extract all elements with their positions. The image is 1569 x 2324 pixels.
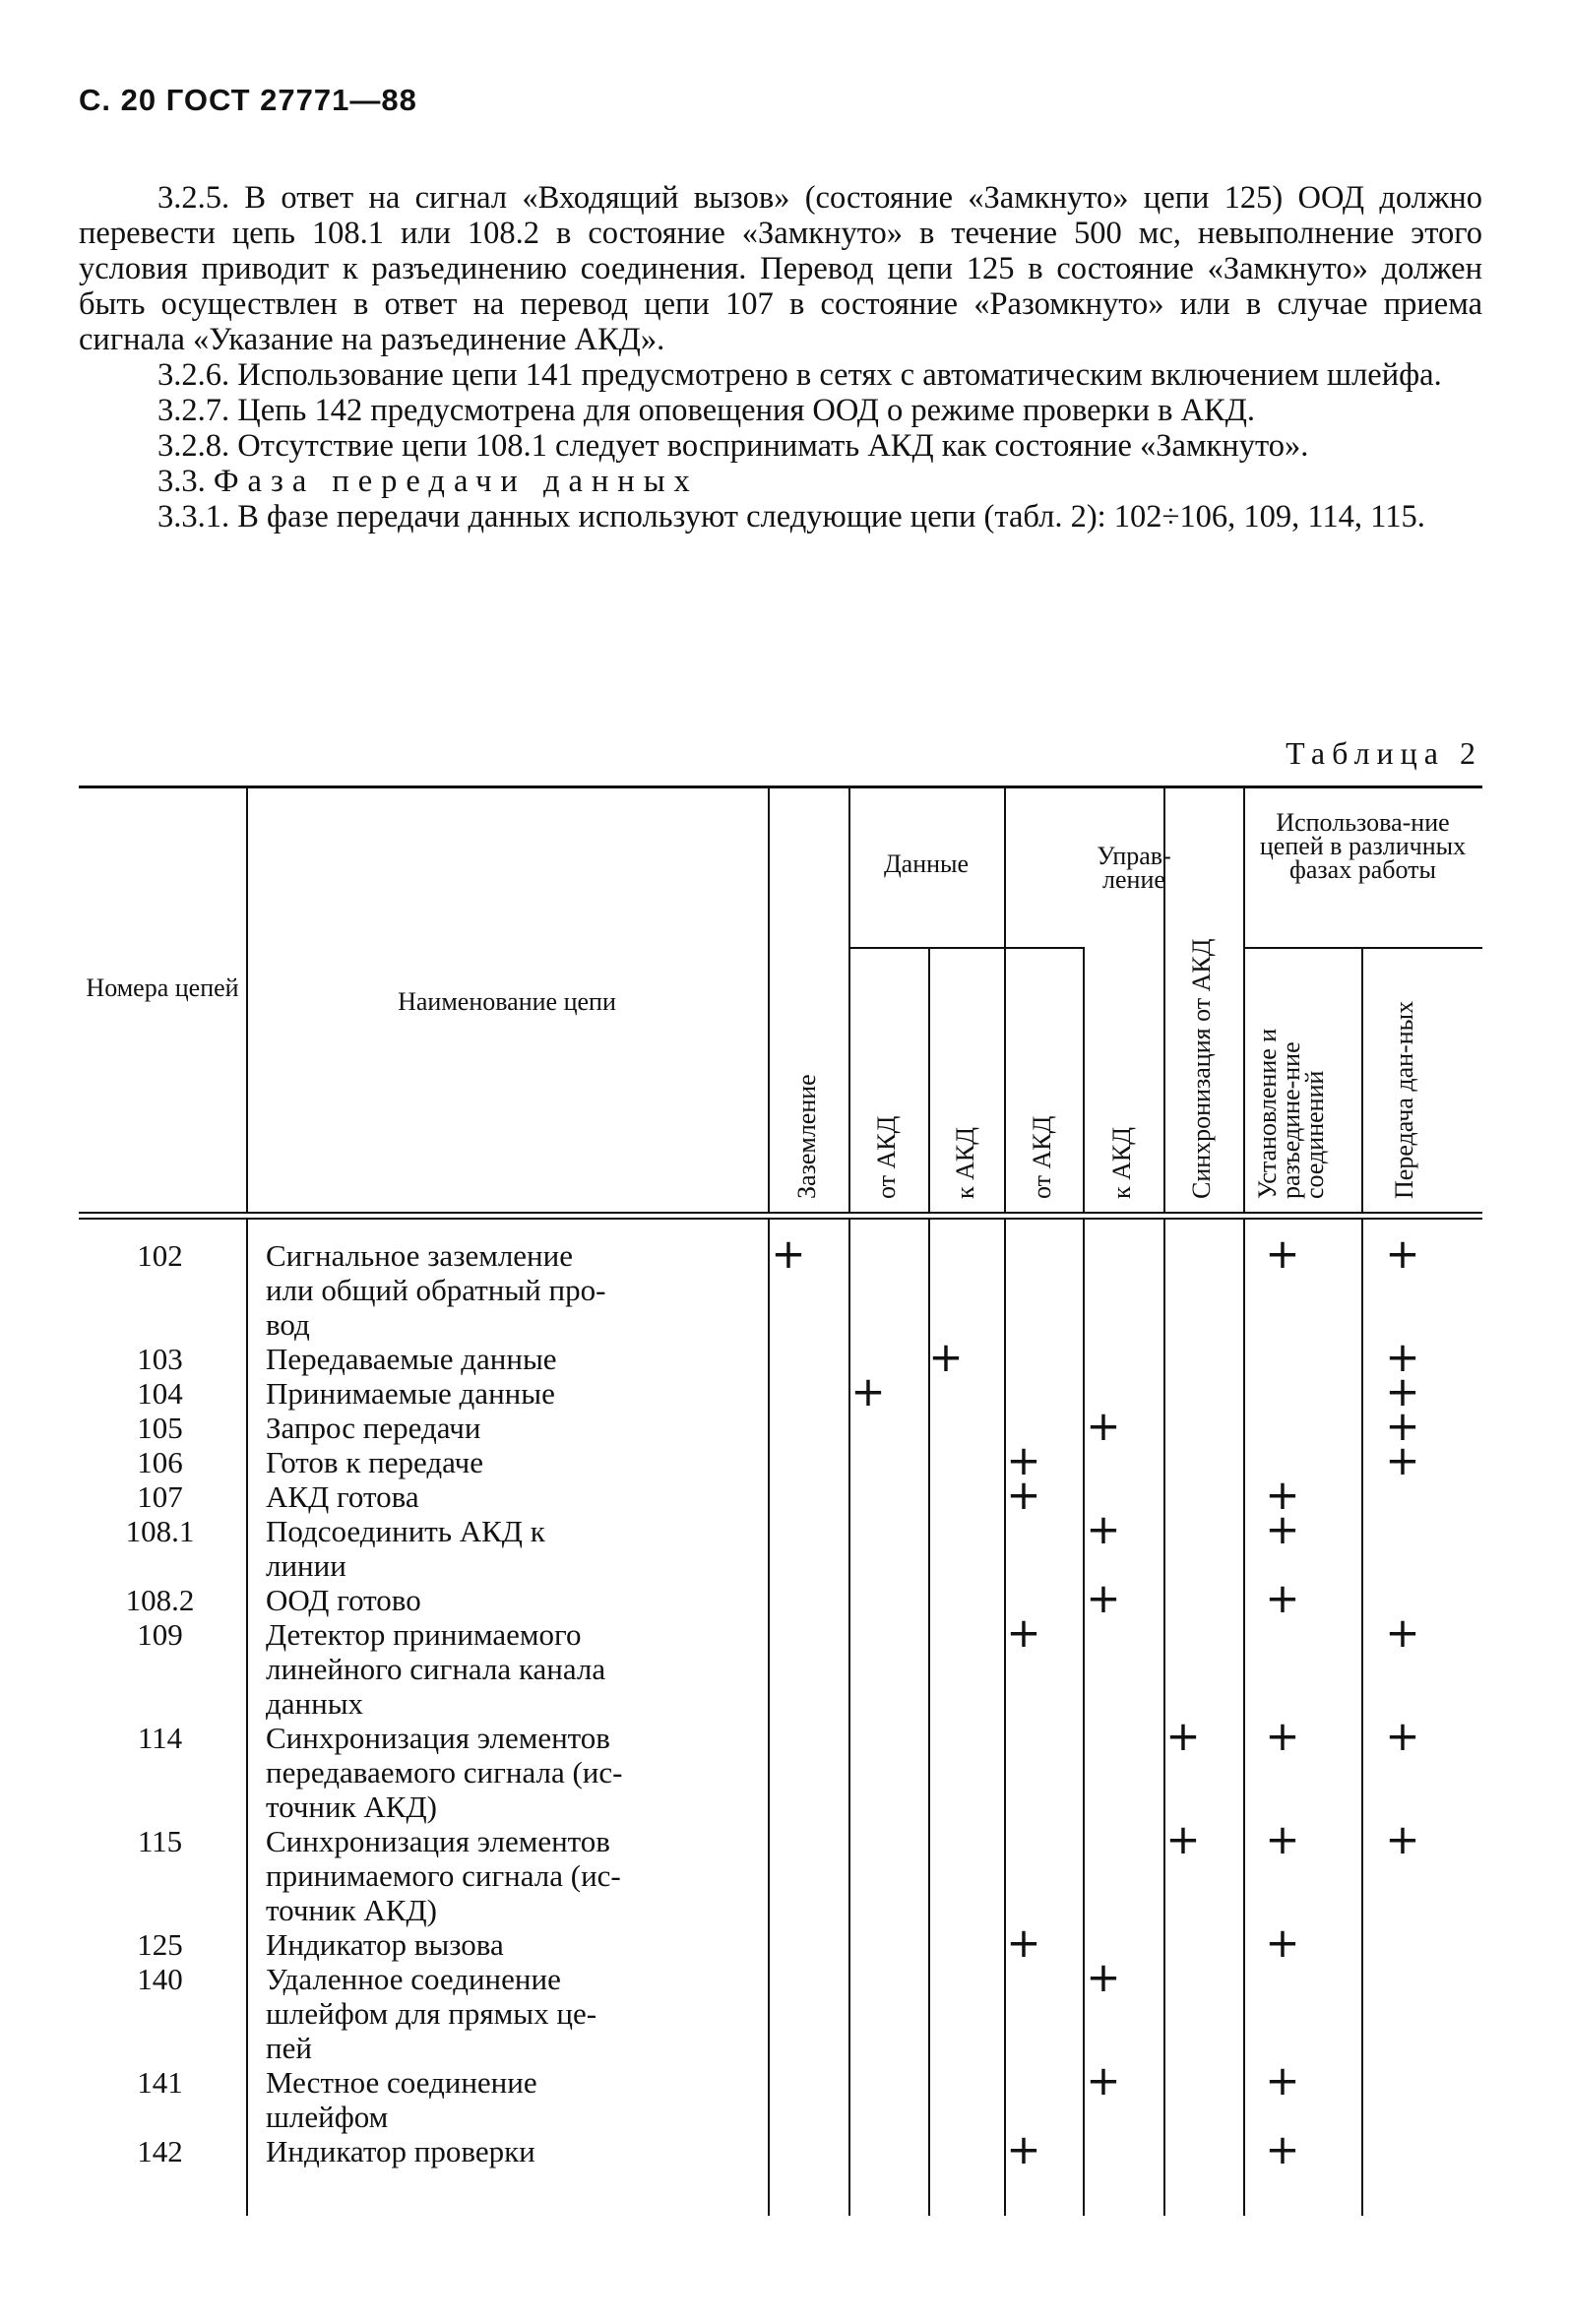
row-name-line: или общий обратный про- (266, 1273, 606, 1307)
mark-ground: + (771, 1229, 806, 1278)
row-name-line: пей (266, 2031, 312, 2065)
row-name-line: Детектор принимаемого (266, 1617, 582, 1652)
body-vline (1361, 1220, 1363, 2216)
section-number: 3.3. (157, 464, 206, 499)
row-name (266, 1617, 819, 1721)
mark-data_to: + (928, 1333, 964, 1381)
header-data: Данные (883, 849, 970, 878)
paragraph-3-2-8: 3.2.8. Отсутствие цепи 108.1 следует воспринимать АКД как состояние «Замкнуто». (157, 428, 1309, 464)
row-name-line: линии (266, 1548, 346, 1583)
row-name-line: шлейфом для прямых це- (266, 1996, 597, 2031)
header-control: Управ-ление (1097, 842, 1171, 894)
mark-ctrl_to: + (1086, 1505, 1121, 1553)
row-number: 106 (137, 1445, 183, 1479)
row-name-line: Подсоединить АКД к (266, 1514, 545, 1548)
mark-ctrl_to: + (1086, 1953, 1121, 2001)
row-name (266, 1376, 819, 1411)
header-name: Наименование цепи (398, 987, 616, 1016)
mark-setup: + (1265, 1918, 1300, 1967)
row-number: 108.2 (125, 1583, 195, 1617)
data-control-subrule (848, 947, 1083, 949)
row-name (266, 1411, 819, 1445)
row-name (266, 1479, 819, 1514)
row-number: 142 (137, 2134, 183, 2168)
header-bottom-rule-1 (79, 1212, 1482, 1214)
hdr-vline (1083, 947, 1085, 1212)
mark-sync: + (1165, 1815, 1201, 1863)
row-number: 115 (137, 1824, 183, 1858)
paragraph-3-2-6: 3.2.6. Использование цепи 141 предусмотрено в сетях с автоматическим включением шлейфа. (157, 357, 1442, 393)
row-name-line: Принимаемые данные (266, 1376, 555, 1411)
row-name (266, 1514, 819, 1583)
row-name (266, 2134, 819, 2168)
mark-transfer: + (1385, 1402, 1420, 1450)
row-name-line: Индикатор проверки (266, 2134, 535, 2168)
row-name-line: Запрос передачи (266, 1411, 481, 1445)
mark-setup: + (1265, 1815, 1300, 1863)
row-number: 140 (137, 1962, 183, 1996)
mark-setup: + (1265, 2056, 1300, 2104)
row-name-line: Синхронизация элементов (266, 1721, 610, 1755)
row-name-line: АКД готова (266, 1479, 419, 1514)
row-number: 107 (137, 1479, 183, 1514)
mark-ctrl_from: + (1006, 1471, 1041, 1519)
header-setup: Установление и разъедине-ние соединений (1253, 1028, 1329, 1199)
row-name-line: Удаленное соединение (266, 1962, 561, 1996)
row-name (266, 2065, 819, 2134)
mark-setup: + (1265, 1229, 1300, 1278)
section-title: Фаза передачи данных (213, 464, 699, 499)
row-name (266, 1229, 819, 1342)
row-name-line: шлейфом (266, 2100, 389, 2134)
header-data-from: от АКД (872, 1115, 901, 1199)
header-transfer: Передача дан-ных (1390, 1000, 1418, 1199)
mark-setup: + (1265, 1712, 1300, 1760)
mark-ctrl_to: + (1086, 1574, 1121, 1622)
row-name-line: ООД готово (266, 1583, 421, 1617)
row-name (266, 1927, 819, 1962)
table-caption: Таблица 2 (1286, 735, 1482, 771)
mark-transfer: + (1385, 1229, 1420, 1278)
paragraph-3-2-5: 3.2.5. В ответ на сигнал «Входящий вызов» (состояние «Замкнуто» цепи 125) ООД должно перевести цепь 108.1 или 108.2 в состояние «Замкнуто» в течение 500 мс, невыполнение этого условия приводит к разъединению соединения. Перевод цепи 125 в состояние «Замкнуто» должен быть осуществлен в ответ на перевод цепи 107 в состояние «Разомкнуто» или в случае приема сигнала «Указание на разъединение АКД». (79, 180, 1482, 357)
mark-ctrl_from: + (1006, 2125, 1041, 2173)
row-name-line: точник АКД) (266, 1893, 437, 1927)
row-name-line: линейного сигнала канала (266, 1652, 606, 1686)
page-header: С. 20 ГОСТ 27771—88 (79, 83, 417, 117)
hdr-vline (928, 947, 930, 1212)
paragraph-3-3-1: 3.3.1. В фазе передачи данных используют следующие цепи (табл. 2): 102÷106, 109, 114, 115. (157, 499, 1425, 534)
row-name-line: принимаемого сигнала (ис- (266, 1858, 621, 1893)
table-top-rule (79, 785, 1482, 788)
header-data-to: к АКД (951, 1127, 979, 1199)
mark-setup: + (1265, 1471, 1300, 1519)
mark-transfer: + (1385, 1712, 1420, 1760)
mark-setup: + (1265, 2125, 1300, 2173)
row-name (266, 1583, 819, 1617)
hdr-vline (848, 787, 850, 1212)
row-number: 141 (137, 2065, 183, 2100)
header-ctrl-to: к АКД (1107, 1127, 1136, 1199)
row-name (266, 1721, 819, 1824)
row-number: 105 (137, 1411, 183, 1445)
row-name-line: Индикатор вызова (266, 1927, 504, 1962)
mark-setup: + (1265, 1574, 1300, 1622)
hdr-vline (1361, 947, 1363, 1212)
row-name-line: Синхронизация элементов (266, 1824, 610, 1858)
row-name-line: передаваемого сигнала (ис- (266, 1755, 623, 1790)
header-usage: Использова-ние цепей в различных фазах работы (1259, 808, 1467, 884)
header-ground: Заземление (792, 1074, 821, 1199)
row-name-line: Сигнальное заземление (266, 1238, 573, 1273)
row-name (266, 1824, 819, 1927)
body-vline (246, 1220, 248, 2216)
row-number: 102 (137, 1238, 183, 1273)
row-name (266, 1342, 819, 1376)
mark-ctrl_to: + (1086, 2056, 1121, 2104)
mark-data_from: + (850, 1367, 886, 1415)
row-number: 108.1 (125, 1514, 195, 1548)
row-name-line: точник АКД) (266, 1790, 437, 1824)
row-number: 103 (137, 1342, 183, 1376)
hdr-vline (768, 787, 770, 1212)
row-name-line: данных (266, 1686, 364, 1721)
header-sync: Синхронизация от АКД (1187, 938, 1216, 1199)
hdr-vline (1004, 787, 1006, 1212)
body-vline (1004, 1220, 1006, 2216)
header-numbers: Номера цепей (86, 974, 239, 1002)
paragraph-3-2-7: 3.2.7. Цепь 142 предусмотрена для оповещения ООД о режиме проверки в АКД. (157, 393, 1255, 428)
mark-ctrl_from: + (1006, 1436, 1041, 1484)
mark-transfer: + (1385, 1333, 1420, 1381)
mark-transfer: + (1385, 1815, 1420, 1863)
row-name (266, 1962, 819, 2065)
row-name (266, 1445, 819, 1479)
mark-transfer: + (1385, 1367, 1420, 1415)
row-name-line: Готов к передаче (266, 1445, 483, 1479)
row-number: 114 (137, 1721, 183, 1755)
mark-sync: + (1165, 1712, 1201, 1760)
row-number: 125 (137, 1927, 183, 1962)
header-bottom-rule-2 (79, 1218, 1482, 1220)
row-name-line: Местное соединение (266, 2065, 537, 2100)
row-number: 104 (137, 1376, 183, 1411)
body-vline (1243, 1220, 1245, 2216)
mark-ctrl_from: + (1006, 1608, 1041, 1657)
mark-transfer: + (1385, 1608, 1420, 1657)
mark-ctrl_from: + (1006, 1918, 1041, 1967)
row-name-line: Передаваемые данные (266, 1342, 557, 1376)
mark-ctrl_to: + (1086, 1402, 1121, 1450)
row-name-line: вод (266, 1307, 310, 1342)
header-ctrl-from: от АКД (1028, 1115, 1056, 1199)
mark-transfer: + (1385, 1436, 1420, 1484)
row-number: 109 (137, 1617, 183, 1652)
mark-setup: + (1265, 1505, 1300, 1553)
table-2 (79, 0, 1482, 2324)
